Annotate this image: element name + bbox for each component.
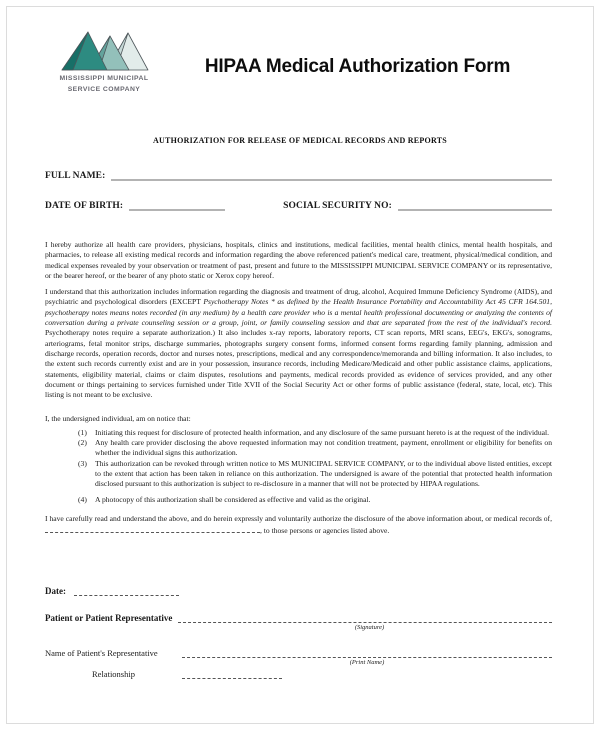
- records-of-input-line[interactable]: [45, 524, 260, 533]
- form-header: [45, 30, 552, 118]
- understand-paragraph: [45, 287, 552, 400]
- notice-text: Initiating this request for disclosure of protected health information, and any disclosure of the same pursuant hereto is at the request of the individual.: [95, 427, 550, 437]
- psychotherapy-notes-definition: Psychotherapy Notes * as defined by the Health Insurance Portability and Accountability Act 45 CFR 164.501, psychotherapy notes means notes recorded (in any medium) by a health care provider who is a mental health professional documenting or analyzing the contents of conversation during a private counseling session or a group, joint, or family counseling session and that are separated from the rest of the individual's record.: [45, 297, 552, 328]
- patient-representative-label: Patient or Patient Representative: [45, 613, 173, 623]
- representative-name-label: Name of Patient's Representative: [45, 648, 158, 658]
- print-name-caption: (Print Name): [349, 659, 385, 666]
- relationship-label: Relationship: [92, 669, 135, 679]
- form-subtitle: AUTHORIZATION FOR RELEASE OF MEDICAL RECORDS AND REPORTS: [153, 136, 447, 145]
- notice-number: (2): [78, 438, 87, 448]
- notice-number: (3): [78, 458, 87, 468]
- notice-item-2: [45, 438, 552, 459]
- ssn-input-line[interactable]: [398, 199, 552, 211]
- dob-input-line[interactable]: [129, 199, 225, 211]
- page-title: HIPAA Medical Authorization Form: [204, 56, 511, 77]
- mountains-logo-icon: [57, 30, 152, 72]
- representative-name-row: [45, 648, 552, 658]
- notice-item-4: [45, 495, 552, 505]
- full-name-input-line[interactable]: [111, 169, 552, 181]
- closing-text-post: , to those persons or agencies listed above.: [260, 526, 390, 536]
- date-input-line[interactable]: [74, 586, 179, 596]
- closing-paragraph: [45, 514, 552, 537]
- notice-text: A photocopy of this authorization shall be considered as effective and valid as the original.: [95, 494, 371, 504]
- patient-signature-row: [45, 613, 552, 623]
- signature-caption: (Signature): [354, 624, 385, 631]
- authorize-paragraph: I hereby authorize all health care providers, physicians, hospitals, clinics and institutions, medical facilities, mental health clinics, mental health hospitals, and pharmacies, to release all existing medical records and information regarding the above referenced patient's medical care, treatment, physical/medical condition, and medical expenses revealed by your observation or treatment of past, present and future to the MISSISSIPPI MUNICIPAL SERVICE COMPANY or its representative, or the bearer hereof, or the bearer of any photo static or Xerox copy hereof.: [45, 240, 552, 280]
- understand-text-1: I understand that this authorization includes information regarding the diagnosis and treatment of drug, alcohol, Acquired Immune Deficiency Syndrome (AIDS), and psychiatric and psychological disorders (EXCEPT: [45, 287, 552, 307]
- company-name-line2: SERVICE COMPANY: [67, 86, 141, 93]
- title-wrap: [163, 30, 552, 118]
- notice-intro: I, the undersigned individual, am on notice that:: [45, 414, 191, 424]
- notice-item-1: [45, 428, 552, 438]
- understand-text-2: Psychotherapy notes require a separate authorization.) It also includes x-ray reports, laboratory reports, CT scan reports, MRI scans, EEG's, EKG's, sonograms, arteriograms, fetal monitor strips, discharge summaries, photographs surgery consent forms, informed consent forms regarding family planning, admission and discharge records, operation records, doctor and nurses notes, prescriptions, medical and any correspondence/memoranda and billing information. It also includes, to the extent such records currently exist and are in your possession, insurance records, including Medicare/Medicaid and other public assistance claims, applications, statements, eligibility material, claims or claim disputes, resolutions and payments, medical records provided as evidence of services provided, and any other document or things pertaining to services furnished under Title XVII of the Social Security Act or other forms of public assistance (federal, state, local, etc). This listing is not meant to be exclusive.: [45, 328, 552, 400]
- company-name-line1: MISSISSIPPI MUNICIPAL: [59, 75, 149, 82]
- ssn-label: SOCIAL SECURITY NO:: [283, 201, 392, 211]
- date-label: Date:: [45, 586, 66, 596]
- notice-text: Any health care provider disclosing the above requested information may not condition treatment, payment, enrollment or eligibility for benefits on whether the individual signs this authorization.: [95, 438, 552, 458]
- relationship-row: [45, 669, 552, 679]
- signature-block: [45, 586, 552, 679]
- body-text: [45, 240, 552, 542]
- date-row: [45, 586, 552, 596]
- notice-number: (4): [78, 494, 87, 504]
- notice-number: (1): [78, 427, 87, 437]
- patient-signature-input-line[interactable]: [178, 613, 552, 623]
- full-name-row: [45, 168, 552, 181]
- dob-label: DATE OF BIRTH:: [45, 201, 124, 211]
- closing-text-pre: I have carefully read and understand the above, and do herein expressly and voluntarily authorize the disclosure of the above information about, or medical records of,: [45, 513, 552, 523]
- notice-list: [45, 428, 552, 505]
- notice-text: This authorization can be revoked through written notice to MS MUNICIPAL SERVICE COMPANY, or to the individual above listed entities, except to the extent that action has been taken in reliance on this authorization. The undersigned is aware of the potential that protected health information disclosed pursuant to this authorization is subject to re-disclosure in a manner that will not be protected by HIPAA regulations.: [95, 458, 552, 489]
- dob-ssn-row: [45, 198, 552, 211]
- full-name-label: FULL NAME:: [45, 171, 106, 181]
- relationship-input-line[interactable]: [182, 669, 282, 679]
- representative-name-input-line[interactable]: [182, 648, 552, 658]
- notice-item-3: [45, 459, 552, 490]
- company-logo: [45, 30, 163, 118]
